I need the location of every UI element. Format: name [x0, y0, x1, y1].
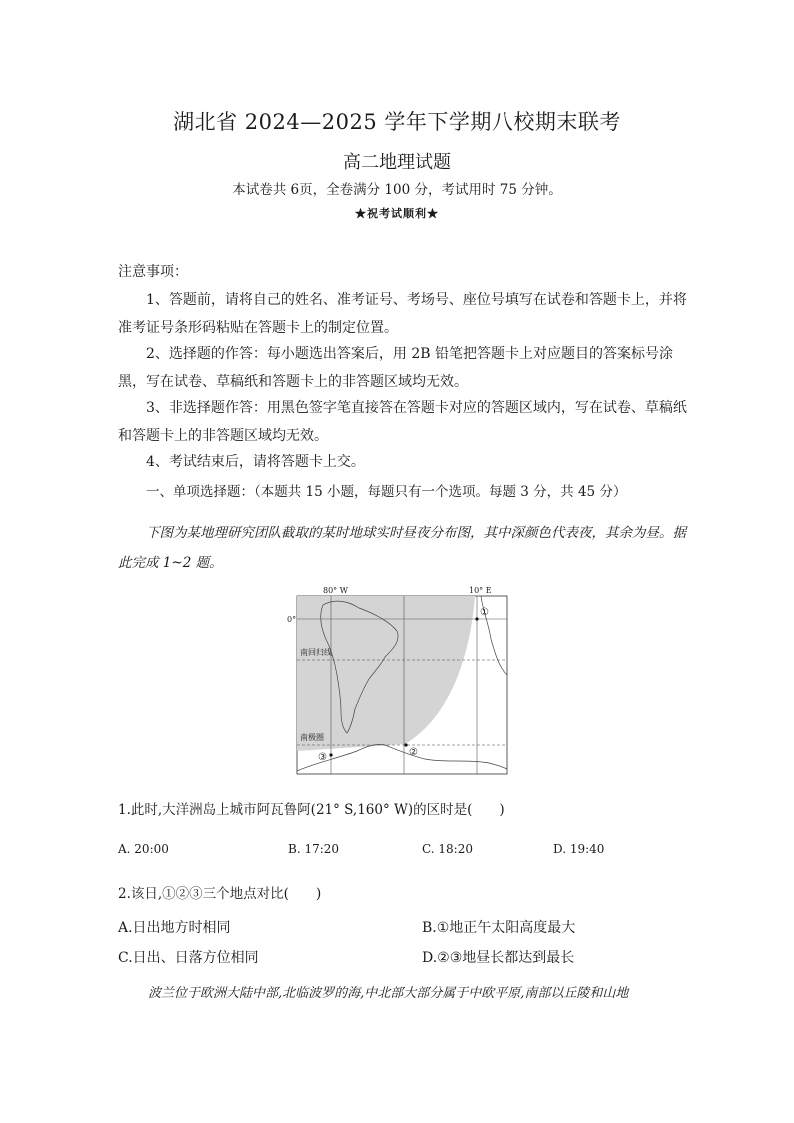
passage-2: 波兰位于欧洲大陆中部,北临波罗的海,中北部大部分属于中欧平原,南部以丘陵和山地 — [148, 986, 629, 1001]
question-2-option-b: B.①地正午太阳高度最大 — [422, 920, 576, 936]
point-3-dot — [329, 753, 332, 756]
notice-item-4: 4、考试结束后，请将答题卡上交。 — [146, 454, 365, 470]
question-2-stem: 2.该日,①②③三个地点对比( ) — [118, 886, 322, 902]
question-1-option-d: D. 19:40 — [553, 842, 605, 856]
question-2-option-c: C.日出、日落方位相同 — [118, 950, 259, 966]
day-night-map-svg — [285, 583, 510, 778]
point-1-dot — [475, 617, 478, 620]
label-point-3: ③ — [318, 752, 327, 763]
label-80w: 80° W — [323, 586, 348, 595]
label-equator: 0° — [287, 615, 297, 624]
exam-info: 本试卷共 6页，全卷满分 100 分，考试用时 75 分钟。 — [232, 182, 562, 198]
question-2-option-a: A.日出地方时相同 — [118, 920, 231, 936]
question-1-option-a: A. 20:00 — [118, 842, 169, 856]
notice-item-1: 1、答题前，请将自己的姓名、准考证号、考场号、座位号填写在试卷和答题卡上，并将准考证号条形码粘贴在答题卡上的制定位置。 — [118, 292, 687, 336]
passage-1: 下图为某地理研究团队截取的某时地球实时昼夜分布图，其中深颜色代表夜，其余为昼。据此完成 1~2 题。 — [118, 525, 686, 571]
point-2-dot — [404, 743, 407, 746]
label-point-1: ① — [480, 607, 489, 618]
notice-item-2: 2、选择题的作答：每小题选出答案后，用 2B 铅笔把答题卡上对应题目的答案标号涂黑，写在试卷、草稿纸和答题卡上的非答题区域均无效。 — [118, 346, 674, 390]
day-night-map — [285, 583, 510, 778]
question-2-option-d: D.②③地昼长都达到最长 — [422, 950, 575, 966]
label-10e: 10° E — [469, 586, 492, 595]
notice-item-3: 3、非选择题作答：用黑色签字笔直接答在答题卡对应的答题区域内，写在试卷、草稿纸和答题卡上的非答题区域均无效。 — [118, 400, 687, 444]
paper-title: 湖北省 2024—2025 学年下学期八校期末联考 — [173, 110, 621, 134]
paper-subtitle: 高二地理试题 — [343, 152, 451, 173]
question-1-option-b: B. 17:20 — [288, 842, 340, 856]
section-heading: 一、单项选择题：（本题共 15 小题，每题只有一个选项。每题 3 分，共 45 分） — [146, 484, 627, 500]
notice-heading: 注意事项： — [118, 264, 188, 280]
label-antarctic: 南极圈 — [300, 733, 324, 742]
question-1-stem: 1.此时,大洋洲岛上城市阿瓦鲁阿(21° S,160° W)的区时是( ) — [118, 802, 505, 818]
question-1-option-c: C. 18:20 — [422, 842, 473, 856]
label-tropic: 南回归线 — [300, 648, 332, 657]
label-point-2: ② — [409, 747, 418, 758]
exam-motto: ★祝考试顺利★ — [355, 207, 439, 220]
